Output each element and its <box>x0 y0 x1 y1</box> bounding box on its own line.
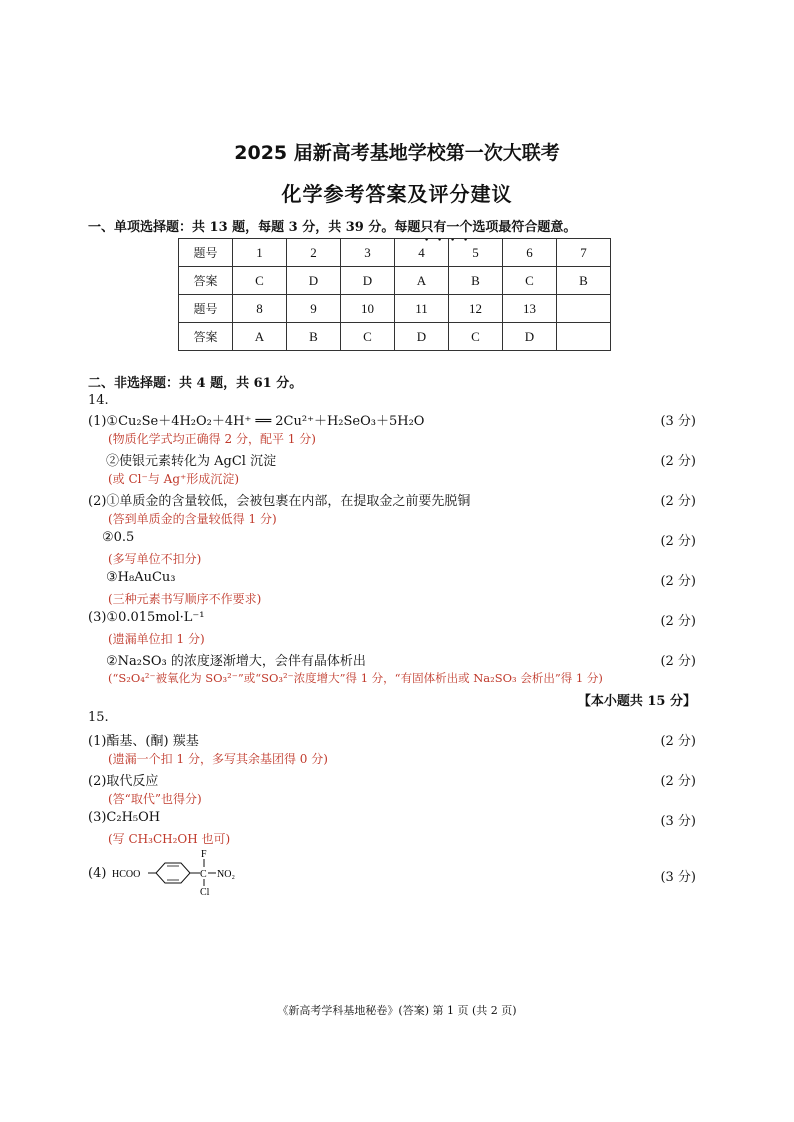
table-row <box>179 267 611 295</box>
empty-cell <box>557 323 611 351</box>
q14-2-1-score: (2 分) <box>660 494 696 509</box>
empty-cell <box>557 295 611 323</box>
formula-right-group: NO₂ <box>217 869 235 880</box>
row-label: 答案 <box>179 267 233 295</box>
q14-2-1-note: (答到单质金的含量较低得 1 分) <box>108 512 277 526</box>
question-number: 9 <box>287 295 341 323</box>
document-title: 2025 届新高考基地学校第一次大联考 <box>234 142 560 164</box>
structural-formula <box>110 846 260 896</box>
answer-cell: B <box>287 323 341 351</box>
q14-3-1-note: (遗漏单位扣 1 分) <box>108 632 205 646</box>
answer-cell: C <box>341 323 395 351</box>
q14-total-score: 【本小题共 15 分】 <box>577 694 696 709</box>
q15-1-note: (遗漏一个扣 1 分，多写其余基团得 0 分) <box>108 752 328 766</box>
q14-3-2-answer: ②Na₂SO₃ 的浓度逐渐增大，会伴有晶体析出 <box>106 654 366 669</box>
answer-cell: B <box>449 267 503 295</box>
answer-cell: D <box>341 267 395 295</box>
q14-2-1-answer: (2)①单质金的含量较低，会被包裹在内部，在提取金之前要先脱铜 <box>88 494 471 509</box>
q14-1-1-note: (物质化学式均正确得 2 分，配平 1 分) <box>108 432 316 446</box>
q15-1-score: (2 分) <box>660 734 696 749</box>
q15-2-note: (答“取代”也得分) <box>108 792 202 806</box>
q14-1-2-score: (2 分) <box>660 454 696 469</box>
table-row <box>179 239 611 267</box>
answer-cell: B <box>557 267 611 295</box>
section1-emphasis: 只有一个 <box>420 220 473 235</box>
answer-cell: D <box>395 323 449 351</box>
section2-heading: 二、非选择题：共 4 题，共 61 分。 <box>88 376 303 391</box>
document-subtitle: 化学参考答案及评分建议 <box>281 182 513 206</box>
table-row <box>179 323 611 351</box>
q14-2-3-note: (三种元素书写顺序不作要求) <box>108 592 262 606</box>
section1-suffix: 选项最符合题意。 <box>472 220 577 235</box>
q14-1-1-answer: (1)①Cu₂Se＋4H₂O₂＋4H⁺ ══ 2Cu²⁺＋H₂SeO₃＋5H₂O <box>88 414 425 429</box>
page-footer: 《新高考学科基地秘卷》(答案) 第 1 页 (共 2 页) <box>277 1004 517 1017</box>
question-number: 1 <box>233 239 287 267</box>
answer-cell: A <box>395 267 449 295</box>
question-number: 2 <box>287 239 341 267</box>
question-number: 8 <box>233 295 287 323</box>
q15-3-note: (写 CH₃CH₂OH 也可) <box>108 832 231 846</box>
q14-3-2-note: (“S₂O₄²⁻被氧化为 SO₃²⁻”或“SO₃²⁻浓度增大”得 1 分，“有固体析出或 Na₂SO₃ 会析出”得 1 分) <box>108 671 603 685</box>
question-number: 7 <box>557 239 611 267</box>
q15-number: 15. <box>88 710 109 725</box>
q14-2-3-score: (2 分) <box>660 574 696 589</box>
answer-cell: A <box>233 323 287 351</box>
answer-cell: D <box>287 267 341 295</box>
q15-3-score: (3 分) <box>660 814 696 829</box>
q14-2-2-note: (多写单位不扣分) <box>108 552 202 566</box>
section1-prefix: 一、单项选择题：共 13 题，每题 3 分，共 39 分。每题 <box>88 220 421 235</box>
formula-left-group: HCOO <box>112 869 141 880</box>
answer-cell: C <box>449 323 503 351</box>
question-number: 13 <box>503 295 557 323</box>
q14-2-2-answer: ②0.5 <box>102 530 135 545</box>
row-label: 答案 <box>179 323 233 351</box>
formula-bottom-atom: Cl <box>200 887 210 896</box>
answer-cell: D <box>503 323 557 351</box>
q15-1-answer: (1)酯基、(酮) 羰基 <box>88 734 199 749</box>
question-number: 10 <box>341 295 395 323</box>
q15-2-score: (2 分) <box>660 774 696 789</box>
question-number: 6 <box>503 239 557 267</box>
q14-3-2-score: (2 分) <box>660 654 696 669</box>
q14-3-1-answer: (3)①0.015mol·L⁻¹ <box>88 610 205 625</box>
formula-top-atom: F <box>201 849 207 860</box>
question-number: 11 <box>395 295 449 323</box>
q14-number: 14. <box>88 393 109 408</box>
table-row <box>179 295 611 323</box>
row-label: 题号 <box>179 295 233 323</box>
question-number: 3 <box>341 239 395 267</box>
q14-1-1-score: (3 分) <box>660 414 696 429</box>
q14-2-2-score: (2 分) <box>660 534 696 549</box>
answer-cell: C <box>233 267 287 295</box>
q14-1-2-note: (或 Cl⁻与 Ag⁺形成沉淀) <box>108 472 240 486</box>
q14-3-1-score: (2 分) <box>660 614 696 629</box>
q15-2-answer: (2)取代反应 <box>88 774 159 789</box>
q14-2-3-answer: ③H₈AuCu₃ <box>106 570 176 585</box>
q14-1-2-answer: ②使银元素转化为 AgCl 沉淀 <box>106 454 277 469</box>
q15-4-label: (4) <box>88 866 107 881</box>
q15-3-answer: (3)C₂H₅OH <box>88 810 161 825</box>
question-number: 12 <box>449 295 503 323</box>
question-number: 4 <box>395 239 449 267</box>
q15-4-score: (3 分) <box>660 870 696 885</box>
central-carbon: C <box>200 869 207 880</box>
answer-table <box>178 238 611 351</box>
question-number: 5 <box>449 239 503 267</box>
row-label: 题号 <box>179 239 233 267</box>
answer-cell: C <box>503 267 557 295</box>
